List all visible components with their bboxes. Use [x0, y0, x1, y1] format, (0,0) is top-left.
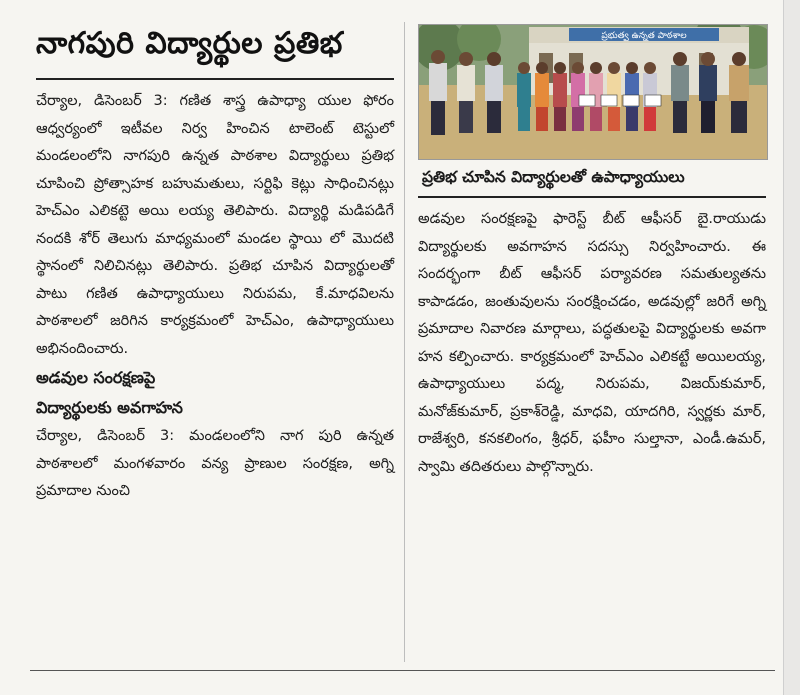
photo-caption: ప్రతిభ చూపిన విద్యార్థులతో ఉపాధ్యాయులు: [422, 168, 685, 186]
bottom-rule: [30, 670, 775, 671]
left-column: [36, 88, 394, 506]
sub-headline-line-2: విద్యార్థులకు అవగాహన: [36, 398, 183, 417]
sub-headline-line-1: అడవుల సంరక్షణపై: [36, 368, 156, 387]
article-headline: నాగపురి విద్యార్థుల ప్రతిభ: [36, 26, 343, 61]
right-column: [418, 206, 766, 481]
caption-rule: [418, 196, 766, 198]
news-photo: [418, 24, 768, 160]
article-paragraph-2: చేర్యాల, డిసెంబర్ 3: మండలంలోని నాగ పురి ఉన్నత పాఠశాలలో మంగళవారం వన్య ప్రాణుల సంరక్షణ, అగ్ని ప్రమాదాల నుంచి: [36, 428, 394, 499]
photo-banner-text: ప్రభుత్వ ఉన్నత పాఠశాల: [601, 31, 687, 41]
article-paragraph-3: అడవుల సంరక్షణపై ఫారెస్ట్ బీట్ ఆఫీసర్ బై.రాయుడు విద్యార్థులకు అవగాహన సదస్సు నిర్వహించారు. ఈ సందర్భంగా బీట్ ఆఫీసర్ పర్యావరణ సమతుల్యతను కాపాడడం, జంతువులను సంరక్షించడం, అడవుల్లో జరిగే అగ్ని ప్రమాదాల నివారణ మార్గాలు, పద్ధతులపై విద్యార్థులకు అవగా హన కల్పించారు. కార్యక్రమంలో హెచ్‌ఎం ఎలికట్టే అయిలయ్య, ఉపాధ్యాయులు పద్మ, నిరుపమ, విజయ్‌కుమార్, మనోజ్‌కుమార్, ప్రకాశ్‌రెడ్డి, మాధవి, యాదగిరి, స్వర్ణకు మార్, రాజేశ్వరి, కనకలింగం, శ్రీధర్, ఫహీం సుల్తానా, ఎండీ.ఉమర్, స్వామి తదితరులు పాల్గొన్నారు.: [418, 211, 766, 475]
page-edge: [783, 0, 800, 695]
photo-illustration: [419, 25, 767, 159]
column-divider: [404, 22, 405, 662]
article-paragraph-1: చేర్యాల, డిసెంబర్ 3: గణిత శాస్త్ర ఉపాధ్యా యుల ఫోరం ఆధ్వర్యంలో ఇటీవల నిర్వ హించిన టాలెంట్ టెస్టులో మండలంలోని నాగపురి ఉన్నత పాఠశాల విద్యార్థులు ప్రతిభ చూపించి ప్రోత్సాహక బహుమతులు, సర్టిఫి కెట్లు సాధించినట్లు హెచ్‌ఎం ఎలికట్టె అయి లయ్య తెలిపారు. విద్యార్థి మడిపడిగే నందకి శోర్ తెలుగు మాధ్యమంలో మండల స్థాయి లో మొదటి స్థానంలో నిలిచినట్లు తెలిపారు. ప్రతిభ చూపిన విద్యార్థులతో పాటు గణిత ఉపాధ్యాయులు నిరుపమ, కే.మాధవిలను పాఠశాలలో జరిగిన కార్యక్రమంలో హెచ్‌ఎం, ఉపాధ్యాయులు అభినందించారు.: [36, 93, 394, 357]
headline-rule: [36, 78, 394, 80]
